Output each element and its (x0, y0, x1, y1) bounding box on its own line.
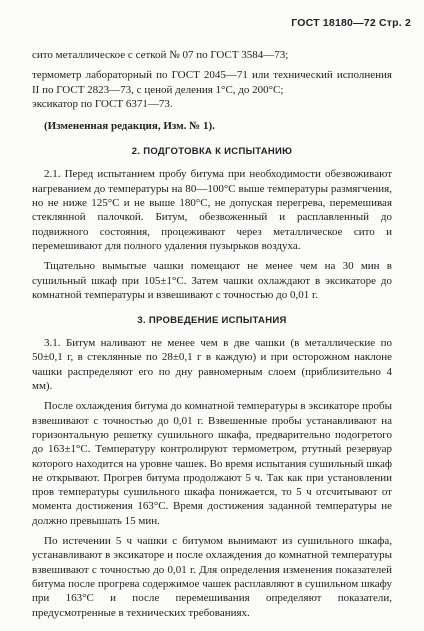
paragraph-after-heating: По истечении 5 ч чашки с битумом вынимают из сушильного шкафа, устанавливают в эксикаторе и после охлаждения до комнатной температуры взвешивают с точностью до 0,01 г. Для определения изменения показателей битума после прогрева содержимое чашек расплавляют в сушильном шкафу при 163°С и после перемешивания определяют показатели, предусмотренные в технических требованиях. (32, 535, 392, 619)
amendment-note: (Измененная редакция, Изм. № 1). (44, 120, 215, 133)
paragraph-2-1: 2.1. Перед испытанием пробу битума при необходимости обезвоживают нагреванием до температуры на 80—100°С выше температуры размягчения, но не ниже 125°С и не выше 180°С, не допуская перегрева, перемешивая стеклянной палочкой. Битум, обезвоженный и расплавленный до подвижного состояния, процеживают через металлическое сито и перемешивают для полного удаления пузырьков воздуха. (32, 168, 392, 252)
equipment-thermometer: термометр лабораторный по ГОСТ 2045—71 или технический исполнения II по ГОСТ 2823—73, с ценой деления 1°С, до 200°С; (32, 69, 392, 96)
paragraph-cups-preparation: Тщательно вымытые чашки помещают не менее чем на 30 мин в сушильный шкаф при 105±1°С. Затем чашки охлаждают в эксикаторе до комнатной температуры и взвешивают с точностью до 0,01 г. (32, 260, 392, 301)
section-title-procedure: 3. ПРОВЕДЕНИЕ ИСПЫТАНИЯ (137, 315, 287, 327)
paragraph-3-1: 3.1. Битум наливают не менее чем в две чашки (в металлические по 50±0,1 г, в стеклянные по 28±0,1 г в каждую) и при осторожном наклоне чашки распределяют его по дну равномерным слоем (приблизительно 4 мм). (32, 337, 392, 393)
page-header-gost: ГОСТ 18180—72 Стр. 2 (291, 17, 411, 29)
paragraph-heating: После охлаждения битума до комнатной температуры в эксикаторе пробы взвешивают с точностью до 0,01 г. Взвешенные пробы устанавливают на горизонтальную решетку сушильного шкафа, предварительно подогретого до 163±1°С. Температуру контролируют термометром, ртутный резервуар которого находится на уровне чашек. Во время испытания сушильный шкаф не открывают. Прогрев битума продолжают 5 ч. Так как при установлении пров температуры сушильного шкафа понижается, то 5 ч отсчитывают от момента достижения 163°С. Время достижения заданной температуры не должно превышать 15 мин. (32, 400, 392, 527)
document-body (32, 48, 392, 620)
section-title-preparation: 2. ПОДГОТОВКА К ИСПЫТАНИЮ (131, 146, 293, 158)
equipment-sieve: сито металлическое с сеткой № 07 по ГОСТ 3584—73; (32, 49, 289, 61)
equipment-desiccator: эксикатор по ГОСТ 6371—73. (32, 97, 173, 110)
